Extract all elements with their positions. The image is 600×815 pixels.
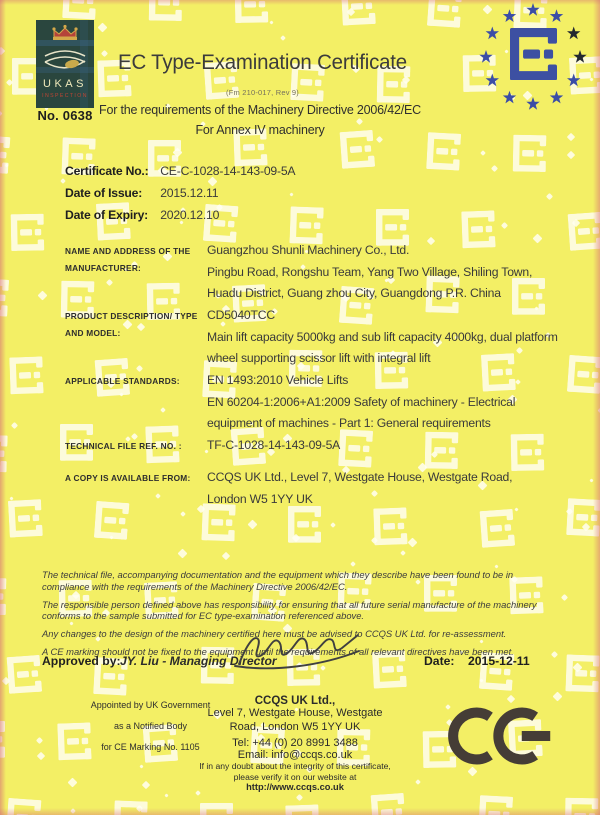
e-glyph [9, 356, 43, 394]
e-glyph [341, 0, 376, 25]
watermark-dot [408, 538, 418, 548]
eu-star [503, 91, 516, 104]
copy-available-value [207, 467, 575, 510]
certificate-summary [65, 160, 295, 226]
watermark-dot [589, 478, 593, 482]
e-glyph [149, 0, 183, 21]
verify-note-line-2: please verify it on our website at [233, 771, 357, 782]
field-label-line: PRODUCT DESCRIPTION/ TYPE [65, 311, 198, 321]
field-value-line: TF-C-1028-14-143-09-5A [207, 438, 341, 452]
watermark-e-glyph [565, 798, 599, 815]
product-description-value [207, 305, 575, 370]
watermark-e-glyph [0, 721, 5, 763]
watermark-e-glyph [11, 214, 45, 256]
watermark-e-glyph [285, 804, 319, 815]
watermark-dot [280, 35, 286, 41]
watermark-dot [36, 737, 43, 744]
e-glyph [200, 803, 233, 815]
e-glyph [285, 804, 319, 815]
eu-star [567, 74, 580, 87]
e-glyph [0, 721, 5, 758]
note-paragraph-3: Any changes to the design of the machinery certified here must be advised to CCQS UK Ltd. for re-assessment. [42, 628, 507, 639]
e-glyph [62, 0, 97, 19]
eu-star [486, 74, 499, 87]
eu-stars-logo [476, 0, 590, 114]
e-glyph [7, 655, 42, 694]
field-label-line: MANUFACTURER: [65, 263, 142, 273]
ukas-inspection-label: INSPECTION [42, 93, 88, 99]
directive-subtitle: For the requirements of the Machinery Directive 2006/42/EC [99, 103, 421, 117]
watermark-dot [269, 20, 273, 24]
watermark-dot [494, 564, 498, 568]
field-label-line: APPLICABLE STANDARDS: [65, 376, 180, 386]
field-label-line: AND MODEL: [65, 328, 121, 338]
e-glyph [235, 0, 269, 23]
notified-body-number: No. 0638 [37, 108, 93, 123]
eu-star [526, 97, 539, 110]
copy-available-label [65, 470, 205, 487]
certificate-title: EC Type-Examination Certificate [118, 50, 407, 74]
e-glyph [0, 434, 8, 472]
verify-note-line-1: If in any doubt about the integrity of this certificate, [199, 761, 391, 771]
field-value-line: CCQS UK Ltd., Level 7, Westgate House, Westgate Road, [207, 470, 513, 484]
issuer-contact-block [192, 695, 398, 792]
date-of-issue-label: Date of Issue: [65, 186, 143, 200]
issuer-company-name: CCQS UK Ltd., [254, 695, 336, 707]
date-of-issue-value: 2015.12.11 [160, 186, 219, 200]
watermark-dot [296, 794, 303, 801]
watermark-dot [11, 422, 18, 429]
note-paragraph-2: The responsible person defined above has responsibility for ensuring that all future serial manufacture of the machinery conforms to the sample submitted for EC type-examination referenced above. [42, 598, 537, 621]
watermark-dot [400, 550, 406, 556]
annex-subtitle: For Annex IV machinery [195, 123, 325, 137]
field-value-line: Pingbu Road, Rongshu Team, Yang Two Village, Shiling Town, [207, 264, 533, 279]
watermark-dot [160, 407, 166, 413]
ukas-inspection-logo [36, 20, 94, 108]
date-label: Date: [424, 654, 455, 668]
e-glyph [427, 0, 462, 28]
watermark-e-glyph [427, 0, 463, 33]
date-of-expiry-label: Date of Expiry: [65, 208, 149, 222]
date-of-expiry-row [65, 204, 295, 226]
watermark-dot [567, 133, 575, 141]
watermark-e-glyph [341, 0, 376, 30]
watermark-e-glyph [288, 506, 321, 548]
certificate-number-label: Certificate No.: [65, 164, 149, 178]
e-glyph [373, 507, 407, 545]
issuer-telephone: Tel: +44 (0) 20 8991 3488 [232, 737, 358, 749]
applicable-standards-label [65, 373, 205, 390]
notified-body-line-1: Appointed by UK Government [90, 700, 211, 710]
watermark-dot [136, 365, 143, 372]
field-value-line: Main lift capacity 5000kg and sub lift capacity 4000kg, dual platform [207, 329, 558, 344]
ukas-wordmark: UKAS [43, 78, 87, 90]
e-glyph [94, 501, 129, 540]
e-glyph [6, 798, 41, 815]
watermark-dot [180, 511, 186, 517]
eu-star [503, 9, 516, 22]
watermark-dot [155, 493, 161, 499]
e-glyph [426, 132, 461, 170]
issuer-address-line-1: Level 7, Westgate House, Westgate [207, 707, 383, 719]
watermark-dot [222, 552, 230, 560]
watermark-dot [501, 222, 508, 229]
e-glyph [565, 798, 599, 815]
e-glyph [8, 499, 43, 537]
watermark-dot [491, 165, 498, 172]
issuer-address-line-2: Road, London W5 1YY UK [229, 720, 361, 733]
approved-by-label: Approved by: [42, 654, 121, 668]
notified-body-line-2: as a Notified Body [113, 721, 188, 731]
watermark-dot [350, 561, 356, 567]
field-value-line: equipment of machines - Part 1: General requirements [207, 416, 491, 430]
watermark-dot [415, 779, 421, 785]
watermark-dot [142, 781, 150, 789]
watermark-dot [38, 291, 48, 301]
e-glyph [565, 654, 599, 692]
approval-date-value: 2015-12-11 [468, 654, 530, 668]
eu-star [486, 27, 499, 40]
signature [233, 624, 363, 672]
e-glyph [11, 214, 45, 251]
certificate-number-value: CE-C-1028-14-143-09-5A [160, 164, 296, 178]
watermark-dot [553, 692, 563, 702]
approver-name: JY. Liu - Managing Director [120, 654, 277, 668]
issuer-website: http://www.ccqs.co.uk [246, 782, 344, 792]
technical-file-value [207, 435, 575, 457]
e-glyph [510, 28, 557, 80]
e-glyph [480, 509, 515, 548]
eu-star [567, 27, 580, 40]
watermark-e-glyph [371, 793, 407, 815]
watermark-dot [70, 808, 76, 814]
eu-star [573, 50, 586, 63]
eu-star [550, 91, 563, 104]
watermark-e-glyph [200, 803, 233, 815]
field-label-line: TECHNICAL FILE REF. NO. : [65, 441, 182, 451]
note-paragraph-1: The technical file, accompanying documentation and the equipment which they describe have been found to be in compliance with the requirements of the Machinery Directive 2006/42/EC. [42, 569, 514, 592]
field-value-line: London W5 1YY UK [207, 491, 313, 506]
watermark-dot [178, 549, 188, 559]
e-glyph [0, 278, 9, 316]
product-description-label [65, 308, 205, 342]
watermark-e-glyph [0, 578, 6, 620]
note-paragraph-4: A CE marking should not be fixed to the equipment until the requirements of all relevant directives have been met. [42, 646, 514, 657]
watermark-dot [376, 136, 383, 143]
e-glyph [478, 795, 513, 815]
watermark-e-glyph [7, 655, 43, 699]
watermark-dot [139, 764, 143, 768]
ccqs-e-emblem [510, 28, 557, 85]
watermark-dot [106, 279, 113, 286]
ukas-logo-graphic [36, 20, 94, 108]
watermark-dot [37, 752, 45, 760]
watermark-e-glyph [513, 135, 547, 177]
certificate-number-row [65, 160, 295, 182]
watermark-e-glyph [8, 499, 43, 542]
field-value-line: Huadu District, Guang zhou City, Guangdong P.R. China [207, 286, 501, 300]
watermark-e-glyph [0, 135, 10, 179]
e-glyph [0, 578, 6, 615]
watermark-e-glyph [426, 132, 461, 175]
watermark-e-glyph [565, 654, 599, 697]
ce-mark [448, 700, 552, 772]
watermark-dot [567, 151, 575, 159]
watermark-e-glyph [6, 798, 42, 815]
field-value-line: Guangzhou Shunli Machinery Co., Ltd. [207, 243, 410, 257]
watermark-dot [248, 520, 258, 530]
e-glyph [371, 793, 406, 815]
watermark-e-glyph [480, 509, 516, 553]
manufacturer-label [65, 243, 205, 277]
date-of-issue-row [65, 182, 295, 204]
watermark-dot [330, 522, 336, 528]
field-label-line: NAME AND ADDRESS OF THE [65, 246, 191, 256]
issuer-email: Email: info@ccqs.co.uk [237, 749, 353, 761]
date-of-expiry-value: 2020.12.10 [160, 208, 220, 222]
watermark-dot [0, 109, 2, 119]
watermark-e-glyph [149, 0, 183, 26]
watermark-dot [98, 23, 108, 33]
field-value-line: EN 60204-1:2006+A1:2009 Safety of machinery - Electrical [207, 394, 516, 409]
field-value-line: EN 1493:2010 Vehicle Lifts [207, 373, 349, 387]
watermark-e-glyph [235, 0, 269, 28]
manufacturer-value [207, 240, 575, 305]
eu-star [550, 9, 563, 22]
applicable-standards-value [207, 370, 575, 435]
watermark-e-glyph [478, 795, 513, 815]
watermark-e-glyph [373, 507, 407, 550]
form-reference: (Fm 210-017, Rev 9) [226, 88, 299, 97]
e-glyph [513, 135, 547, 172]
watermark-dot [480, 150, 486, 156]
watermark-dot [546, 193, 553, 200]
watermark-e-glyph [9, 356, 43, 399]
notified-body-line-3: for CE Marking No. 1105 [101, 742, 200, 752]
eu-star [479, 50, 492, 63]
watermark-dot [0, 47, 5, 55]
field-value-line: CD5040TCC [207, 308, 275, 322]
e-glyph [0, 135, 10, 174]
watermark-e-glyph [0, 434, 8, 477]
field-label-line: A COPY IS AVAILABLE FROM: [65, 473, 191, 483]
watermark-dot [164, 793, 168, 797]
field-value-line: wheel supporting scissor lift with integral lift [207, 351, 431, 365]
technical-file-label [65, 438, 205, 455]
eu-star [526, 3, 539, 16]
watermark-dot [68, 778, 78, 788]
watermark-e-glyph [0, 278, 9, 321]
